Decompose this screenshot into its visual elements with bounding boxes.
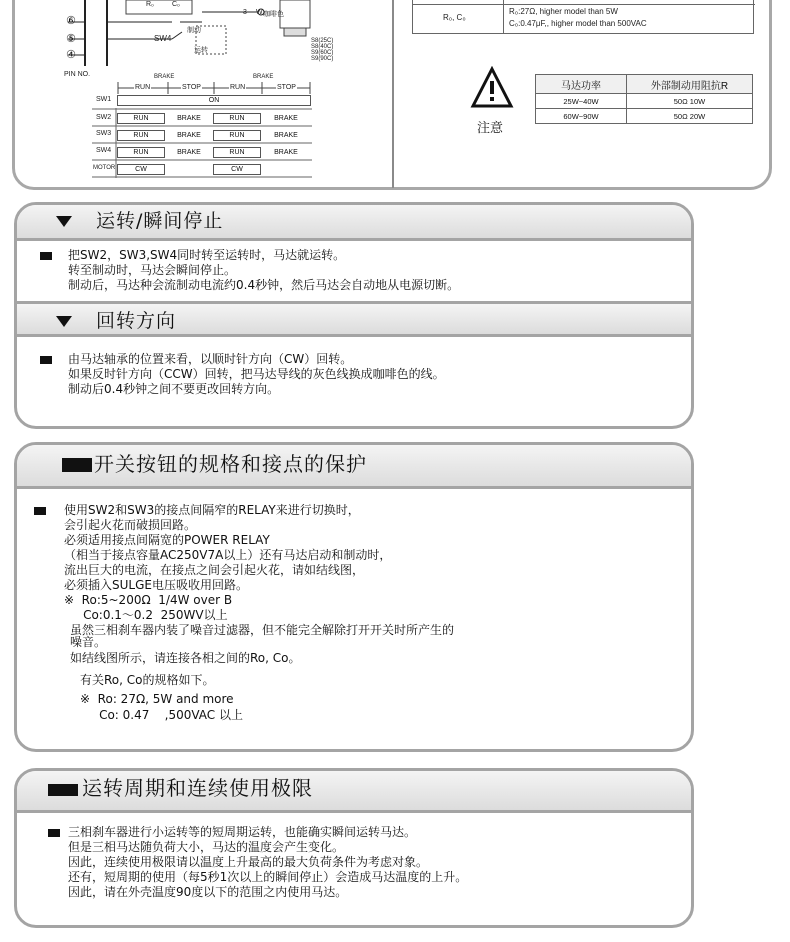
- section-title: 运转/瞬间停止: [96, 210, 224, 232]
- section2-text: [68, 352, 445, 397]
- model-label: S9(60C): [311, 50, 334, 56]
- table-header: 马达功率: [536, 75, 627, 94]
- square-bullet-icon: [48, 829, 60, 837]
- timing-cell: CW: [213, 164, 261, 175]
- timing-cell: BRAKE: [274, 132, 298, 139]
- brake-label: 制动: [187, 27, 201, 34]
- text-line: 会引起火花而破损回路。: [64, 518, 197, 532]
- timing-row-name: SW4: [96, 147, 112, 154]
- sw4-label: SW4: [154, 34, 172, 43]
- triangle-bullet-icon: [56, 316, 72, 327]
- wire-w-label: W: [256, 9, 263, 16]
- timing-cell: RUN: [117, 113, 165, 124]
- text-line: 由马达轴承的位置来看，以顺时针方向（CW）回转。: [68, 352, 353, 366]
- text-line: 还有，短周期的使用（每5秒1次以上的瞬间停止）会造成马达温度的上升。: [68, 870, 468, 884]
- table-cell: 25W~40W: [536, 94, 627, 109]
- text-line: 如果反时针方向（CCW）回转，把马达导线的灰色线换成咖啡色的线。: [68, 367, 445, 381]
- text-line: Co:0.1～0.2 250WV以上: [64, 608, 228, 622]
- text-line: 有关Ro, Co的规格如下。: [80, 673, 215, 687]
- timing-cell: BRAKE: [274, 149, 298, 156]
- timing-cell: RUN: [117, 147, 165, 158]
- timing-cell-on: ON: [117, 95, 311, 106]
- spec-top-line1: R₀:27Ω, higher model than 5W: [509, 7, 618, 16]
- timing-brake-label: BRAKE: [154, 74, 175, 80]
- section-title: 运转周期和连续使用极限: [82, 776, 313, 800]
- spec-top-row-label: R₀, C₀: [443, 13, 466, 22]
- text-line: 制动后，马达种会流制动电流约0.4秒钟，然后马达会自动地从电源切断。: [68, 278, 460, 292]
- timing-cell: RUN: [213, 113, 261, 124]
- text-line: 使用SW2和SW3的接点间隔窄的RELAY来进行切换时，: [64, 503, 360, 517]
- text-line: 但是三相马达随负荷大小，马达的温度会产生变化。: [68, 840, 345, 854]
- section3-text-a: [64, 503, 391, 623]
- text-line: 转至制动时，马达会瞬间停止。: [68, 263, 237, 277]
- table-cell: 60W~90W: [536, 109, 627, 124]
- timing-header-run: RUN: [135, 84, 151, 91]
- c-label: C₀: [172, 1, 180, 8]
- text-line: 流出巨大的电流，在接点之间会引起火花，请如结线图，: [64, 563, 365, 577]
- triangle-bullet-icon: [56, 216, 72, 227]
- text-line: ※ Ro:5~200Ω 1/4W over B: [64, 593, 233, 607]
- spec-top-rule: [413, 4, 755, 5]
- text-line: （相当于接点容量AC250V7A以上）还有马达启动和制动时，: [64, 548, 392, 562]
- timing-cell: CW: [117, 164, 165, 175]
- section4-text: [68, 825, 467, 900]
- table-cell: 50Ω 20W: [627, 109, 753, 124]
- timing-header-stop: STOP: [182, 84, 201, 91]
- timing-cell: BRAKE: [177, 149, 201, 156]
- table-cell: 50Ω 10W: [627, 94, 753, 109]
- timing-cell: BRAKE: [177, 132, 201, 139]
- timing-row-name: MOTOR: [93, 165, 116, 171]
- timing-brake-label: BRAKE: [253, 74, 274, 80]
- section-title: 开关按钮的规格和接点的保护: [94, 452, 367, 476]
- square-bullet-icon: [34, 507, 46, 515]
- timing-row-name: SW2: [96, 114, 112, 121]
- text-line: 虽然三相刹车器内装了噪音过滤器，但不能完全解除打开开关时所产生的: [70, 623, 455, 637]
- pin-5: ⑤: [66, 32, 76, 45]
- timing-row-name: SW1: [96, 96, 112, 103]
- section3-text-b: [70, 624, 454, 664]
- text-line: 把SW2，SW3,SW4同时转至运转时，马达就运转。: [68, 248, 346, 262]
- wire-color-label: 咖啡色: [263, 11, 284, 18]
- timing-header-run: RUN: [230, 84, 246, 91]
- pin-6: ⑥: [66, 14, 76, 27]
- table-row: [536, 109, 753, 124]
- r-label: R₀: [146, 1, 154, 8]
- section-title: 回转方向: [96, 310, 177, 332]
- timing-cell: BRAKE: [274, 115, 298, 122]
- square-bullet-icon: [62, 458, 92, 472]
- panel-divider: [392, 0, 394, 188]
- resistor-table: [535, 74, 753, 124]
- model-labels: [311, 38, 335, 62]
- spec-top-table: [412, 0, 754, 34]
- square-bullet-icon: [40, 252, 52, 260]
- text-line: 三相刹车器进行小运转等的短周期运转，也能确实瞬间运转马达。: [68, 825, 417, 839]
- section1-text: [68, 248, 459, 293]
- text-line: 必须插入SULGE电压吸收用回路。: [64, 578, 248, 592]
- square-bullet-icon: [40, 356, 52, 364]
- text-line: 制动后0.4秒钟之间不要更改回转方向。: [68, 382, 280, 396]
- timing-cell: RUN: [213, 130, 261, 141]
- text-line: 必须适用接点间隔宽的POWER RELAY: [64, 533, 270, 547]
- warning-icon: [470, 66, 514, 110]
- model-label: S9(90C): [311, 56, 334, 62]
- spec-top-line2: C₀:0.47μF,, higher model than 500VAC: [509, 19, 647, 28]
- pin-no-label: PIN NO.: [64, 71, 91, 78]
- table-row: [536, 94, 753, 109]
- spec-top-divider: [503, 0, 504, 34]
- text-line: 如结线图所示，请连接各相之间的Ro, Co。: [70, 651, 301, 665]
- square-bullet-icon: [48, 784, 78, 796]
- text-line: 因此，连续使用极限请以温度上升最高的最大负荷条件为考虑对象。: [68, 855, 429, 869]
- text-line: 因此，请在外壳温度90度以下的范围之内使用马达。: [68, 885, 348, 899]
- timing-row-name: SW3: [96, 130, 112, 137]
- model-label: S8(25C): [311, 38, 334, 44]
- timing-cell: RUN: [213, 147, 261, 158]
- timing-header-stop: STOP: [277, 84, 296, 91]
- wire3-label: 3: [243, 9, 247, 16]
- timing-cell: RUN: [117, 130, 165, 141]
- model-label: S8(40C): [311, 44, 334, 50]
- table-header-row: [536, 75, 753, 94]
- text-line: ※ Ro: 27Ω, 5W and more: [80, 692, 234, 706]
- text-line: 噪音。: [70, 635, 107, 649]
- table-header: 外部制动用阻抗R: [627, 75, 753, 94]
- pin-4: ④: [66, 48, 76, 61]
- caution-label: 注意: [477, 121, 504, 136]
- run-label: 运转: [194, 47, 208, 54]
- timing-cell: BRAKE: [177, 115, 201, 122]
- text-line: Co: 0.47 ,500VAC 以上: [80, 708, 243, 722]
- section3-text-c: [80, 672, 243, 723]
